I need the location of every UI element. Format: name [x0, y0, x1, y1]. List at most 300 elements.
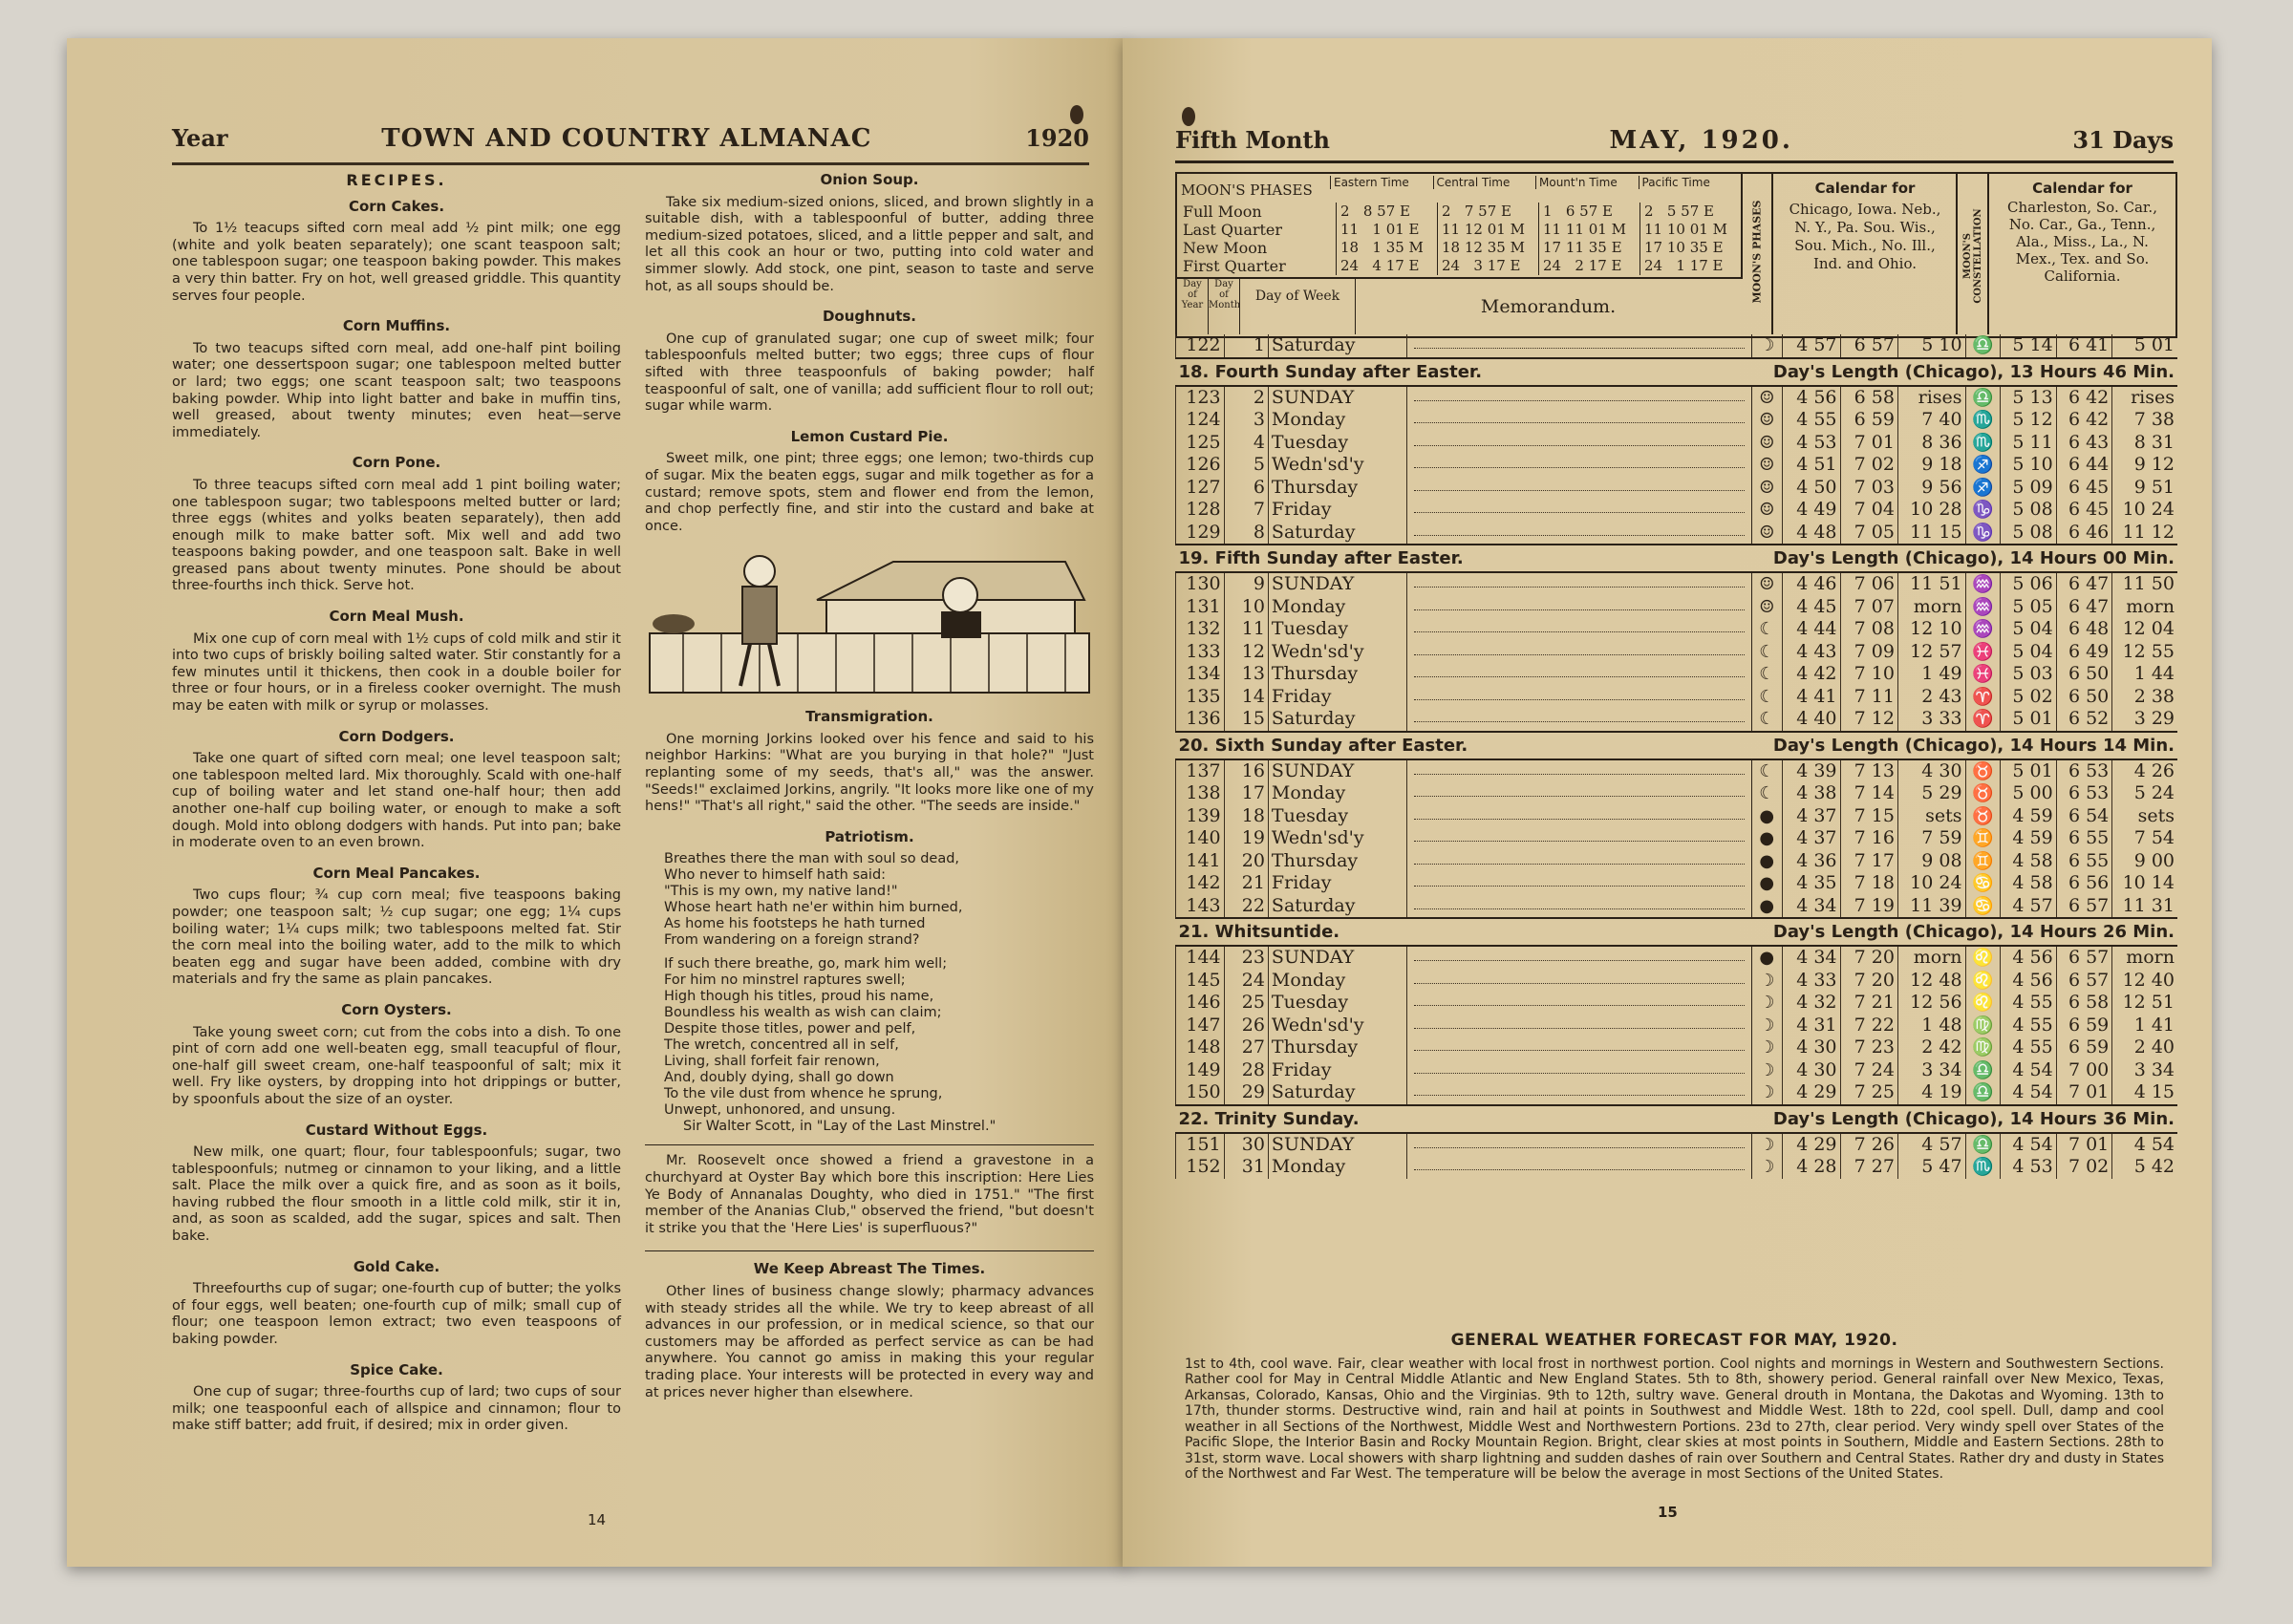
- memo-line: [1406, 454, 1751, 477]
- memo-line: [1406, 334, 1751, 358]
- recipes-column: [172, 172, 621, 1441]
- day-row: [1176, 432, 2178, 455]
- cell-sr2: 5 11: [2001, 432, 2057, 455]
- phase-rows: [1177, 203, 1741, 275]
- cell-con: ♎: [1965, 1133, 2001, 1157]
- cell-dom: 24: [1224, 970, 1268, 993]
- cell-con: ♏: [1965, 1156, 2001, 1179]
- phase-time: 2 8 57 E: [1336, 203, 1437, 221]
- cell-dow: Wedn'sd'y: [1268, 827, 1406, 850]
- cell-ms: 9 56: [1897, 477, 1965, 500]
- cell-sr2: 5 05: [2001, 596, 2057, 619]
- cell-ms: 3 33: [1897, 708, 1965, 732]
- cell-ss: 7 08: [1840, 618, 1897, 641]
- memo-line: [1406, 641, 1751, 664]
- poem-line: Whose heart hath ne'er within him burned,: [664, 900, 963, 916]
- week-heading-row: [1176, 1105, 2178, 1133]
- cell-ms: morn: [1897, 596, 1965, 619]
- cell-con: ♎: [1965, 334, 2001, 358]
- recipe-text: To three teacups sifted corn meal add 1 pint boiling water; one tablespoon sugar; two tablespoons melted butter or lard; three eggs (whites and yolks beaten separately), then add enough milk to make batter soft. Mix well and add two teaspoons baking powder, and one teaspoon salt. Bake in well greased pans about twenty minutes. Pone should be about three-fourths inch thick. Serve hot.: [172, 477, 621, 594]
- cell-sr2: 4 56: [2001, 946, 2057, 970]
- cell-ph: ☾: [1751, 759, 1783, 783]
- cell-ph: ☺: [1751, 572, 1783, 596]
- cell-ms: 11 51: [1897, 572, 1965, 596]
- phase-time: 17 11 35 E: [1538, 239, 1639, 257]
- cell-dow: Monday: [1268, 596, 1406, 619]
- cell-sr: 4 32: [1783, 992, 1840, 1015]
- lemon-pie-title: Lemon Custard Pie.: [790, 427, 949, 445]
- memo-line: [1406, 618, 1751, 641]
- cell-ss: 7 09: [1840, 641, 1897, 664]
- cell-dom: 6: [1224, 477, 1268, 500]
- cell-ph: ☾: [1751, 686, 1783, 709]
- day-row: [1176, 499, 2178, 522]
- cell-ms: 1 48: [1897, 1015, 1965, 1037]
- memo-line: [1406, 596, 1751, 619]
- cell-con: ♉: [1965, 759, 2001, 783]
- cell-ms2: 1 44: [2112, 663, 2177, 686]
- week-title: 20. Sixth Sunday after Easter.: [1178, 735, 1468, 756]
- cell-ss: 7 01: [1840, 432, 1897, 455]
- cell-ss2: 6 52: [2056, 708, 2112, 732]
- phase-time: 18 1 35 M: [1336, 239, 1437, 257]
- header-year: 1920: [1025, 124, 1089, 152]
- week-title: 19. Fifth Sunday after Easter.: [1178, 548, 1464, 568]
- cell-ms2: 8 31: [2112, 432, 2177, 455]
- column-heads: [1177, 279, 1741, 334]
- cell-dow: Thursday: [1268, 663, 1406, 686]
- calendar-north: Calendar for Chicago, Iowa. Neb., N. Y., Pa. Sou. Wis., Sou. Mich., No. Ill., Ind. and Ohio.: [1774, 174, 1958, 334]
- cell-sr: 4 45: [1783, 596, 1840, 619]
- cell-ph: ☽: [1751, 1059, 1783, 1082]
- cell-sr: 4 29: [1783, 1133, 1840, 1157]
- eastern-head: Eastern Time: [1330, 176, 1433, 189]
- cell-ss: 7 14: [1840, 782, 1897, 805]
- cell-sr2: 5 00: [2001, 782, 2057, 805]
- phase-time: 24 2 17 E: [1538, 257, 1639, 275]
- cell-doy: 127: [1176, 477, 1225, 500]
- cell-ms2: 1 41: [2112, 1015, 2177, 1037]
- cell-doy: 142: [1176, 872, 1225, 895]
- cell-ph: ☽: [1751, 1081, 1783, 1105]
- cell-dow: SUNDAY: [1268, 1133, 1406, 1157]
- cell-doy: 143: [1176, 895, 1225, 919]
- cell-sr: 4 29: [1783, 1081, 1840, 1105]
- cell-ph: ☾: [1751, 618, 1783, 641]
- cell-doy: 122: [1176, 334, 1225, 358]
- day-row: [1176, 572, 2178, 596]
- cell-ms2: 2 40: [2112, 1036, 2177, 1059]
- poem-line: Despite those titles, power and pelf,: [664, 1021, 916, 1037]
- cell-ss: 7 19: [1840, 895, 1897, 919]
- cell-dow: Wedn'sd'y: [1268, 454, 1406, 477]
- memo-line: [1406, 1156, 1751, 1179]
- cell-dom: 14: [1224, 686, 1268, 709]
- cell-dow: Thursday: [1268, 1036, 1406, 1059]
- cell-dom: 10: [1224, 596, 1268, 619]
- day-row: [1176, 992, 2178, 1015]
- cell-ms2: 12 04: [2112, 618, 2177, 641]
- transmigration-title: Transmigration.: [805, 708, 933, 726]
- cell-ph: ☽: [1751, 334, 1783, 358]
- cell-con: ♑: [1965, 522, 2001, 545]
- cell-ph: ☺: [1751, 386, 1783, 410]
- cell-dom: 9: [1224, 572, 1268, 596]
- cell-doy: 134: [1176, 663, 1225, 686]
- moon-phases-box: [1175, 172, 2177, 338]
- vertical-label-constellation: MOON'S CONSTELLATION: [1959, 174, 1989, 334]
- memo-line: [1406, 708, 1751, 732]
- cell-dom: 18: [1224, 805, 1268, 828]
- forecast-text: 1st to 4th, cool wave. Fair, clear weather with local frost in northwest portion. Cool nights and mornings in Western and Southwestern Sections. Rather cool for May in Central Middle Atlantic and New England States. 5th to 8th, showery period. General rainfall over New Mexico, Texas, Arkansas, Colorado, Kansas, Ohio and the Virginias. 9th to 12th, sultry wave. General drouth in Montana, the Dakotas and Wyoming. 13th to 17th, thunder storms. Destructive wind, rain and hail at points in Southwest and Middle West. 18th to 22d, cool spell. Dull, damp and cool weather in all Sections of the Northwest, Middle West and Northwestern Portions. 23d to 27th, clear period. Very windy spell over States of the Pacific Slope, the Interior Basin and Rocky Mountain Region. Bright, clear skies at most points in Southern, Middle and Eastern Sections. 28th to 31st, storm wave. Local showers with sharp lightning and sudden dashes of rain over Southern and Central States. Rather dry and dusty in States of the Northwest and Far West. The temperature will be below the average in most Sections of the United States.: [1185, 1356, 2164, 1482]
- cell-dow: Saturday: [1268, 334, 1406, 358]
- right-running-header: [1175, 126, 2174, 163]
- cell-ss2: 6 44: [2056, 454, 2112, 477]
- cell-sr: 4 33: [1783, 970, 1840, 993]
- cell-ms: 1 49: [1897, 663, 1965, 686]
- recipes-heading: RECIPES.: [346, 171, 447, 189]
- cell-ss2: 6 54: [2056, 805, 2112, 828]
- cell-ms2: 3 29: [2112, 708, 2177, 732]
- cell-doy: 128: [1176, 499, 1225, 522]
- memo-line: [1406, 432, 1751, 455]
- cell-ss: 7 16: [1840, 827, 1897, 850]
- cell-sr2: 4 59: [2001, 805, 2057, 828]
- day-row: [1176, 409, 2178, 432]
- recipe-title: Spice Cake.: [350, 1360, 443, 1378]
- onion-soup-title: Onion Soup.: [820, 171, 919, 188]
- cell-sr: 4 30: [1783, 1036, 1840, 1059]
- transmigration-text: One morning Jorkins looked over his fence and said to his neighbor Harkins: "What are you burying in that hole?" "Just replanting some of my seeds, that's all," was the answer. "Seeds!" exclaimed Jorkins, angrily. "It looks more like one of my hens!" "That's all right," said the other. "The seeds are inside.": [645, 731, 1094, 815]
- cell-ss: 7 06: [1840, 572, 1897, 596]
- cell-con: ♒: [1965, 596, 2001, 619]
- cell-ss2: 7 00: [2056, 1059, 2112, 1082]
- cell-ms: 4 19: [1897, 1081, 1965, 1105]
- cell-ms: 11 39: [1897, 895, 1965, 919]
- cell-ms2: 11 12: [2112, 522, 2177, 545]
- cell-ms2: 11 31: [2112, 895, 2177, 919]
- day-length: Day's Length (Chicago), 14 Hours 14 Min.: [1772, 735, 2175, 756]
- cell-ph: ☺: [1751, 522, 1783, 545]
- cell-ms: 7 59: [1897, 827, 1965, 850]
- cell-sr: 4 31: [1783, 1015, 1840, 1037]
- memo-line: [1406, 1133, 1751, 1157]
- day-row: [1176, 334, 2178, 358]
- cell-dom: 27: [1224, 1036, 1268, 1059]
- week-heading-row: [1176, 918, 2178, 946]
- left-page: [67, 38, 1127, 1567]
- day-row: [1176, 1133, 2178, 1157]
- cell-ms: 10 24: [1897, 872, 1965, 895]
- cell-ss2: 6 50: [2056, 663, 2112, 686]
- week-title: 21. Whitsuntide.: [1178, 922, 1340, 942]
- phase-time: 11 10 01 M: [1639, 221, 1741, 239]
- cell-ms2: 4 15: [2112, 1081, 2177, 1105]
- memo-line: [1406, 946, 1751, 970]
- poem-line: Breathes there the man with soul so dead,: [664, 851, 960, 867]
- phase-time: 2 5 57 E: [1639, 203, 1741, 221]
- cell-ss2: 6 58: [2056, 992, 2112, 1015]
- punch-hole: [1070, 105, 1083, 124]
- cell-ph: ☺: [1751, 499, 1783, 522]
- cell-ss2: 6 57: [2056, 946, 2112, 970]
- cell-con: ♓: [1965, 641, 2001, 664]
- phase-name: Full Moon: [1183, 203, 1262, 221]
- cell-sr: 4 38: [1783, 782, 1840, 805]
- cell-dow: SUNDAY: [1268, 386, 1406, 410]
- recipe-text: New milk, one quart; flour, four tablespoonfuls; sugar, two tablespoonfuls; nutmeg or cinnamon to your liking, and a little salt. Place the milk over a quick fire, and as soon as it boils, having rubbed the flour smooth in a little cold milk, stir it in, and, as soon as scalded, add the sugar, spices and salt. Then bake.: [172, 1144, 621, 1245]
- poem-line: Sir Walter Scott, in "Lay of the Last Minstrel.": [683, 1119, 996, 1135]
- month-label: Fifth Month: [1175, 126, 1330, 154]
- memo-line: [1406, 1036, 1751, 1059]
- cell-dom: 5: [1224, 454, 1268, 477]
- memo-line: [1406, 970, 1751, 993]
- cell-ss: 7 24: [1840, 1059, 1897, 1082]
- cell-dow: SUNDAY: [1268, 946, 1406, 970]
- cell-con: ♏: [1965, 409, 2001, 432]
- cell-ph: ☽: [1751, 992, 1783, 1015]
- day-row: [1176, 946, 2178, 970]
- recipe-text: Take young sweet corn; cut from the cobs into a dish. To one pint of corn add one well-beaten egg, small teacupful of flour, one-half gill sweet cream, one-half teaspoonful of salt; mix it well. Fry like oysters, by dropping into hot drippings or butter, by spoonfuls about the size of an oyster.: [172, 1024, 621, 1107]
- page-number-14: 14: [588, 1511, 607, 1528]
- cell-sr2: 5 08: [2001, 499, 2057, 522]
- recipe-text: One cup of sugar; three-fourths cup of lard; two cups of sour milk; one teaspoonful each of allspice and cinnamon; flour to make stiff batter; add fruit, if desired; mix in order given.: [172, 1384, 621, 1434]
- cell-sr2: 5 14: [2001, 334, 2057, 358]
- cell-sr: 4 53: [1783, 432, 1840, 455]
- cell-sr2: 5 10: [2001, 454, 2057, 477]
- cell-doy: 139: [1176, 805, 1225, 828]
- phase-time: 2 7 57 E: [1437, 203, 1538, 221]
- cell-sr2: 5 02: [2001, 686, 2057, 709]
- day-row: [1176, 477, 2178, 500]
- cell-ms2: 3 34: [2112, 1059, 2177, 1082]
- cell-con: ♊: [1965, 827, 2001, 850]
- cell-sr2: 5 01: [2001, 759, 2057, 783]
- poem-line: High though his titles, proud his name,: [664, 989, 934, 1005]
- cell-ms2: 12 51: [2112, 992, 2177, 1015]
- memo-line: [1406, 386, 1751, 410]
- phase-time: 24 4 17 E: [1336, 257, 1437, 275]
- memo-line: [1406, 1081, 1751, 1105]
- cell-ms: 7 40: [1897, 409, 1965, 432]
- phase-time: 11 12 01 M: [1437, 221, 1538, 239]
- phases-table: [1177, 174, 1743, 279]
- cell-dow: Monday: [1268, 1156, 1406, 1179]
- cell-sr: 4 43: [1783, 641, 1840, 664]
- cell-dow: Friday: [1268, 499, 1406, 522]
- recipe-title: Corn Cakes.: [348, 197, 445, 215]
- cell-ms2: 4 54: [2112, 1133, 2177, 1157]
- lemon-pie-text: Sweet milk, one pint; three eggs; one lemon; two-thirds cup of sugar. Mix the beaten eggs, sugar and milk together as for a custard; remove spots, stem and flower end from the lemon, and chop perfectly fine, and stir into the custard and bake at once.: [645, 451, 1094, 534]
- cell-ss2: 7 01: [2056, 1133, 2112, 1157]
- memo-line: [1406, 1059, 1751, 1082]
- cell-ms2: rises: [2112, 386, 2177, 410]
- vertical-label-phases: MOON'S PHASES: [1743, 174, 1773, 334]
- cell-ms: 5 47: [1897, 1156, 1965, 1179]
- left-running-header: [172, 124, 1089, 165]
- cell-ss2: 7 01: [2056, 1081, 2112, 1105]
- cell-dow: Thursday: [1268, 850, 1406, 873]
- cell-ms: rises: [1897, 386, 1965, 410]
- cell-ms: 12 10: [1897, 618, 1965, 641]
- cell-ph: ☽: [1751, 1133, 1783, 1157]
- phase-time: 24 3 17 E: [1437, 257, 1538, 275]
- memo-line: [1406, 872, 1751, 895]
- onion-soup-text: Take six medium-sized onions, sliced, and brown slightly in a suitable dish, with a tablespoonful of butter, adding three medium-sized potatoes, sliced, and a little pepper and salt, and let all this cook an hour or two, putting into cold water and simmer slowly. Add stock, one pint, season to taste and serve hot, as all soups should be.: [645, 194, 1094, 294]
- cell-con: ♎: [1965, 1081, 2001, 1105]
- recipe-text: To 1½ teacups sifted corn meal add ½ pint milk; one egg (white and yolk beaten separately); one scant teaspoon salt; one tablespoon sugar; one teaspoon baking powder. This makes a very thin batter. Fry on hot, well greased griddle. This quantity serves four people.: [172, 221, 621, 304]
- memo-line: [1406, 895, 1751, 919]
- cell-sr2: 5 13: [2001, 386, 2057, 410]
- cell-dow: SUNDAY: [1268, 572, 1406, 596]
- cell-ms: 11 15: [1897, 522, 1965, 545]
- cell-ms: 2 43: [1897, 686, 1965, 709]
- cell-con: ♉: [1965, 805, 2001, 828]
- cell-ss: 7 03: [1840, 477, 1897, 500]
- cell-ph: ☾: [1751, 641, 1783, 664]
- cell-ss: 7 10: [1840, 663, 1897, 686]
- poem-line: Boundless his wealth as wish can claim;: [664, 1005, 942, 1021]
- cell-dom: 29: [1224, 1081, 1268, 1105]
- cell-dow: Tuesday: [1268, 432, 1406, 455]
- recipe-title: Corn Meal Pancakes.: [312, 864, 481, 882]
- cell-sr2: 4 57: [2001, 895, 2057, 919]
- central-head: Central Time: [1433, 176, 1536, 189]
- cell-ss2: 6 47: [2056, 596, 2112, 619]
- cell-doy: 144: [1176, 946, 1225, 970]
- cell-sr2: 4 54: [2001, 1059, 2057, 1082]
- cell-ms: morn: [1897, 946, 1965, 970]
- cell-ss: 7 27: [1840, 1156, 1897, 1179]
- cell-dow: Monday: [1268, 409, 1406, 432]
- memo-line: [1406, 1015, 1751, 1037]
- cell-dom: 22: [1224, 895, 1268, 919]
- cell-con: ♍: [1965, 1015, 2001, 1037]
- poem-line: To the vile dust from whence he sprung,: [664, 1086, 943, 1102]
- cell-sr: 4 34: [1783, 946, 1840, 970]
- cell-con: ♋: [1965, 872, 2001, 895]
- cell-sr2: 4 58: [2001, 872, 2057, 895]
- phase-time: 11 1 01 E: [1336, 221, 1437, 239]
- cell-dow: Wedn'sd'y: [1268, 1015, 1406, 1037]
- cell-ms2: 2 38: [2112, 686, 2177, 709]
- phase-row: [1177, 257, 1741, 275]
- cell-sr2: 5 12: [2001, 409, 2057, 432]
- poem-line: From wandering on a foreign strand?: [664, 932, 920, 949]
- cell-ss2: 6 56: [2056, 872, 2112, 895]
- cell-dom: 3: [1224, 409, 1268, 432]
- poem-line: "This is my own, my native land!": [664, 884, 898, 900]
- cell-ss: 7 18: [1840, 872, 1897, 895]
- cell-con: ♒: [1965, 618, 2001, 641]
- weather-forecast: [1185, 1333, 2164, 1483]
- cell-ss2: 6 49: [2056, 641, 2112, 664]
- cell-ph: ☾: [1751, 708, 1783, 732]
- week-title: 22. Trinity Sunday.: [1178, 1108, 1360, 1129]
- cell-dom: 26: [1224, 1015, 1268, 1037]
- cell-ss2: 6 45: [2056, 499, 2112, 522]
- cell-ms2: 10 14: [2112, 872, 2177, 895]
- cell-con: ♐: [1965, 454, 2001, 477]
- cell-dom: 7: [1224, 499, 1268, 522]
- day-row: [1176, 686, 2178, 709]
- dow-head: Day of Week: [1240, 279, 1356, 334]
- cell-con: ♉: [1965, 782, 2001, 805]
- cell-dom: 2: [1224, 386, 1268, 410]
- cell-doy: 145: [1176, 970, 1225, 993]
- day-row: [1176, 759, 2178, 783]
- memo-line: [1406, 409, 1751, 432]
- cell-sr: 4 42: [1783, 663, 1840, 686]
- cell-dow: Wedn'sd'y: [1268, 641, 1406, 664]
- cell-ss2: 6 55: [2056, 827, 2112, 850]
- cell-ph: ☺: [1751, 454, 1783, 477]
- day-row: [1176, 641, 2178, 664]
- phases-label: MOON'S PHASES: [1181, 182, 1313, 199]
- patriotism-title: Patriotism.: [825, 827, 914, 845]
- second-column: [645, 172, 1094, 1407]
- cell-ss: 7 07: [1840, 596, 1897, 619]
- cell-dom: 15: [1224, 708, 1268, 732]
- cell-ph: ●: [1751, 872, 1783, 895]
- cell-sr2: 4 54: [2001, 1133, 2057, 1157]
- cell-ms2: sets: [2112, 805, 2177, 828]
- cell-sr: 4 40: [1783, 708, 1840, 732]
- phase-time: 11 11 01 M: [1538, 221, 1639, 239]
- cell-con: ♍: [1965, 1036, 2001, 1059]
- cell-doy: 148: [1176, 1036, 1225, 1059]
- cell-doy: 146: [1176, 992, 1225, 1015]
- phase-row: [1177, 221, 1741, 239]
- cell-ss2: 6 53: [2056, 759, 2112, 783]
- cell-ms: 4 30: [1897, 759, 1965, 783]
- cell-ms2: morn: [2112, 596, 2177, 619]
- cell-ss: 6 58: [1840, 386, 1897, 410]
- cell-doy: 149: [1176, 1059, 1225, 1082]
- cell-ph: ☾: [1751, 663, 1783, 686]
- day-row: [1176, 850, 2178, 873]
- cell-dom: 19: [1224, 827, 1268, 850]
- cell-ss2: 6 41: [2056, 334, 2112, 358]
- cell-sr: 4 39: [1783, 759, 1840, 783]
- cell-ss2: 6 42: [2056, 409, 2112, 432]
- month-title: MAY, 1920.: [1609, 126, 1793, 155]
- cell-sr2: 5 01: [2001, 708, 2057, 732]
- cell-ms: 5 29: [1897, 782, 1965, 805]
- cell-sr: 4 34: [1783, 895, 1840, 919]
- cell-ss: 7 12: [1840, 708, 1897, 732]
- cell-ms2: 4 26: [2112, 759, 2177, 783]
- cell-con: ♑: [1965, 499, 2001, 522]
- cell-doy: 137: [1176, 759, 1225, 783]
- cell-sr2: 4 53: [2001, 1156, 2057, 1179]
- cell-ms: 3 34: [1897, 1059, 1965, 1082]
- cell-ms2: 9 12: [2112, 454, 2177, 477]
- cell-dow: Friday: [1268, 872, 1406, 895]
- cell-doy: 141: [1176, 850, 1225, 873]
- cell-sr: 4 51: [1783, 454, 1840, 477]
- cell-ms: sets: [1897, 805, 1965, 828]
- memo-line: [1406, 827, 1751, 850]
- cell-doy: 150: [1176, 1081, 1225, 1105]
- cell-doy: 125: [1176, 432, 1225, 455]
- cell-ss: 7 20: [1840, 946, 1897, 970]
- cell-ms: 12 57: [1897, 641, 1965, 664]
- cell-sr2: 4 56: [2001, 970, 2057, 993]
- cell-sr: 4 46: [1783, 572, 1840, 596]
- cell-ss2: 6 47: [2056, 572, 2112, 596]
- recipe-title: Corn Oysters.: [341, 1000, 452, 1018]
